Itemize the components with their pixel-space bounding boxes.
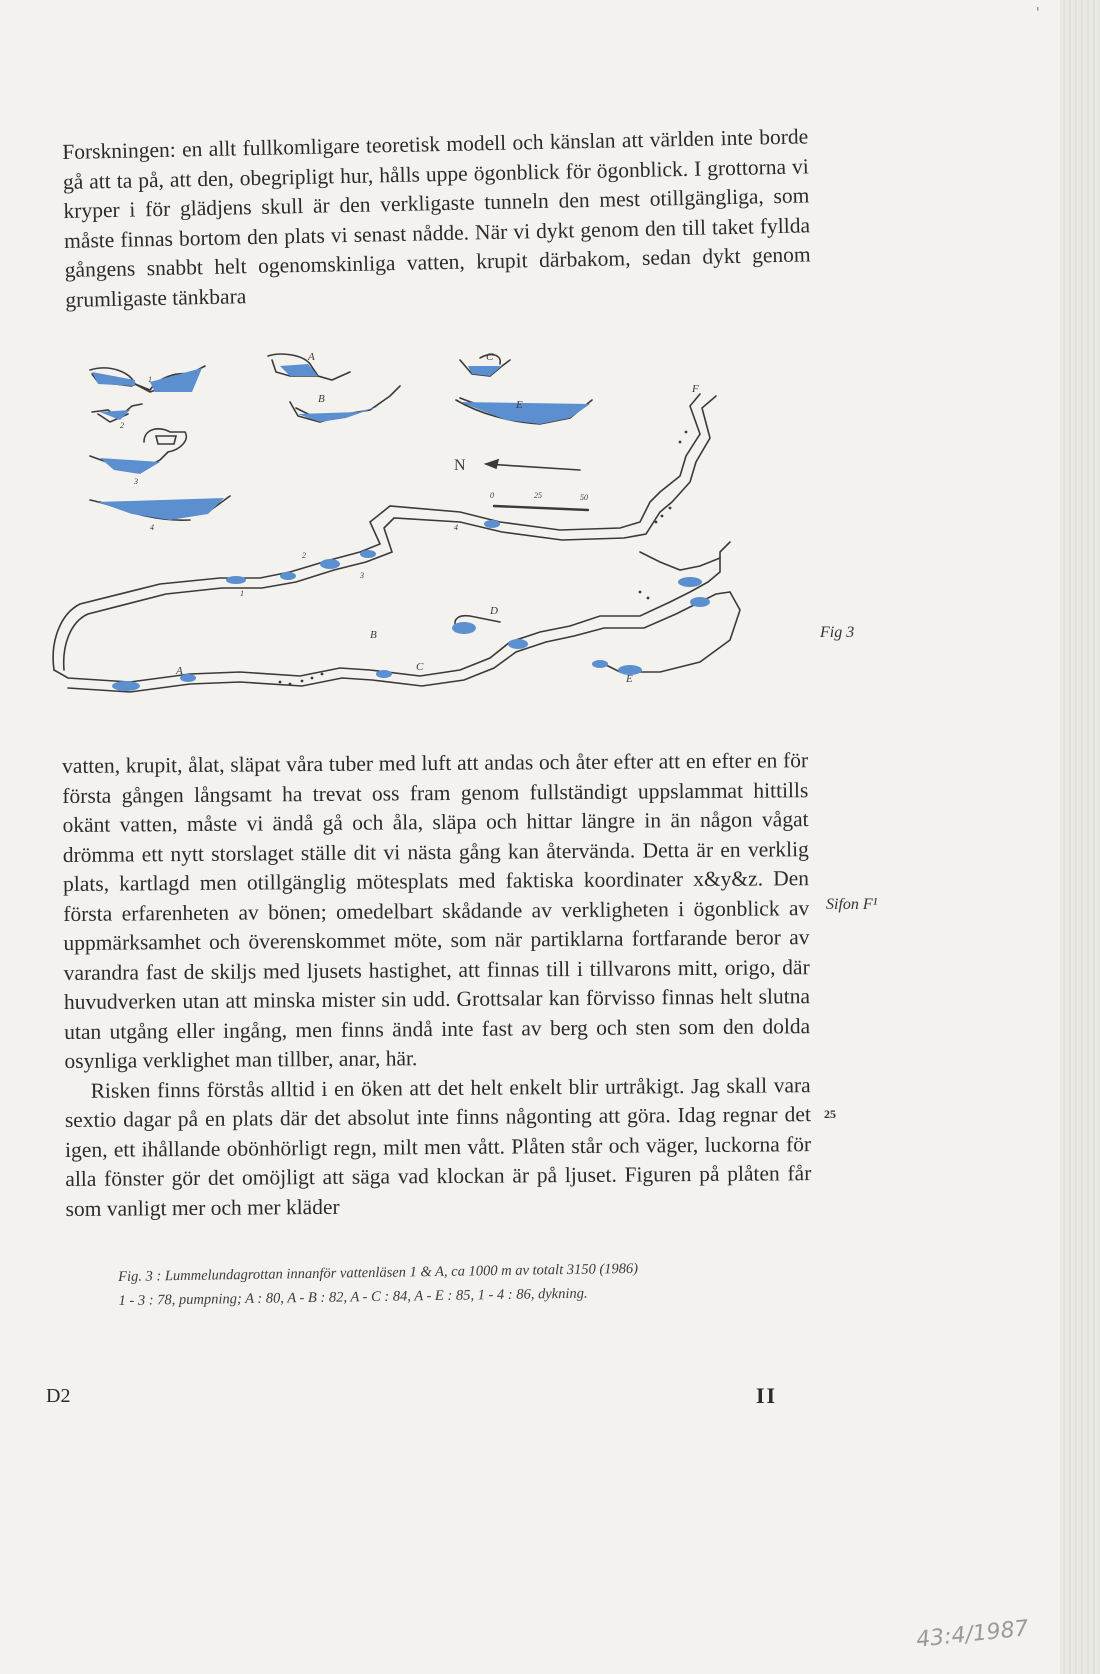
page-number: II — [756, 1383, 778, 1408]
map-label-1: 1 — [240, 589, 244, 598]
section-label-4: 4 — [150, 523, 154, 532]
map-label-c: C — [416, 661, 424, 673]
page-edges — [1060, 0, 1100, 1674]
margin-number: 25 — [824, 1107, 836, 1121]
paragraph-top-text: Forskningen: en allt fullkomligare teoretisk modell och känslan att världen inte borde gå att ta på, att den, obegripligt hur, hålls uppe ögonblick för ögonblick. I grottorna vi kryper i för glädjens skull är den verkligaste tunneln den mest otillgängliga, som måste finnas bortom den plats vi senast nådde. När vi dykt genom den till taket fyllda gångens snabbt helt ogenomskinliga vatten, krupit därbakom, sedan dykt genom grumligaste tänkbara — [62, 124, 811, 312]
paragraph-mid-text: vatten, krupit, ålat, släpat våra tuber med luft att andas och åter efter att en efter en för första gången långsamt ha trevat oss fram genom fullständigt uppslammat hittills okänt vatten, måste vi ändå gå och åla, släpa och hittar längre in än någon vågat drömma ett nytt storslaget ställe dit vi nästa gång kan återvända. Detta är en verklig plats, kartlagd men otillgänglig mötesplats med faktiska koordinater x&y&z. Den första erfarenheten av bönen; omedelbart skådande av verkligheten i ögonblick av uppmärksamhet och överenskommet möte, som när partiklarna fortfarande beror av varandra fast de skiljs med ljusets hastighet, att finnas till i tillvarons mitt, origo, där huvudverken utan att minska mister sin udd. Grottsalar kan förvisso finnas helt slutna utan utgång eller ingång, men finns ändå inte fast av berg och sten som den dolda osynliga verklighet man tillber, anar, här. — [62, 748, 811, 1073]
sump-1 — [226, 576, 246, 584]
section-label-f: F — [692, 383, 699, 395]
section-label-2: 2 — [120, 421, 124, 430]
sump-e — [592, 660, 608, 668]
map-label-b: B — [370, 629, 377, 641]
pencil-annotation: 43:4/1987 — [915, 1616, 1030, 1653]
sump-f — [678, 577, 702, 587]
top-mark: ' — [1036, 6, 1040, 21]
scale-bar — [494, 506, 588, 510]
scale-label-25: 25 — [534, 491, 542, 500]
margin-sifon-label: Sifon F¹ — [826, 896, 878, 913]
scale-label-0: 0 — [490, 491, 494, 500]
section-label-e: E — [516, 399, 523, 411]
sump-1b — [280, 572, 296, 580]
cave-map-svg — [40, 352, 800, 732]
map-label-e: E — [626, 673, 633, 685]
section-label-a: A — [308, 352, 315, 363]
water-section-e — [460, 402, 590, 424]
water-section-4 — [98, 498, 224, 520]
sump-c — [376, 670, 392, 678]
caption-line-1: Fig. 3 : Lummelundagrottan innanför vattenläsen 1 & A, ca 1000 m av totalt 3150 (1986) — [118, 1260, 639, 1285]
section-label-1: 1 — [148, 375, 152, 384]
north-label: N — [454, 457, 466, 474]
sump-3 — [360, 550, 376, 558]
map-label-2: 2 — [302, 551, 306, 560]
sump-a — [112, 681, 140, 691]
north-arrow — [486, 464, 580, 470]
section-label-3: 3 — [134, 477, 138, 486]
sump-f2 — [690, 597, 710, 607]
map-label-4: 4 — [454, 523, 458, 532]
plan-sumps — [112, 520, 710, 691]
north-arrowhead — [486, 460, 498, 468]
paragraph-top — [62, 122, 812, 315]
section-label-b: B — [318, 393, 325, 405]
sump-2 — [320, 559, 340, 569]
caption-line-2: 1 - 3 : 78, pumpning; A : 80, A - B : 82, A - C : 84, A - E : 85, 1 - 4 : 86, dykning. — [118, 1285, 588, 1309]
paragraph-middle — [62, 746, 812, 1224]
paragraph-indent-text: Risken finns förstås alltid i en öken att det helt enkelt blir urtråkigt. Jag skall vara sextio dagar på en plats där det absolut inte finns någonting att göra. Idag regnar det igen, ett ihållande obönhörligt regn, milt men vått. Plåten står och väger, luckorna för alla fönster gör det omöjligt att säga vad klockan är på ljuset. Figuren på plåten får som vanligt mer och mer kläder — [64, 1072, 812, 1221]
sump-d2 — [508, 639, 528, 649]
cave-map-figure — [40, 352, 800, 732]
map-label-3: 3 — [360, 571, 364, 580]
sump-4 — [484, 520, 500, 528]
water-section-1a — [92, 372, 135, 386]
signature-mark: D2 — [46, 1385, 71, 1407]
sump-d — [452, 622, 476, 634]
water-section-1b — [150, 368, 202, 392]
map-label-a: A — [176, 665, 183, 677]
map-label-d: D — [490, 605, 498, 617]
water-section-3 — [100, 458, 160, 474]
section-label-c: C — [486, 352, 494, 363]
margin-fig-label: Fig 3 — [820, 624, 855, 641]
scale-label-50: 50 — [580, 493, 588, 502]
